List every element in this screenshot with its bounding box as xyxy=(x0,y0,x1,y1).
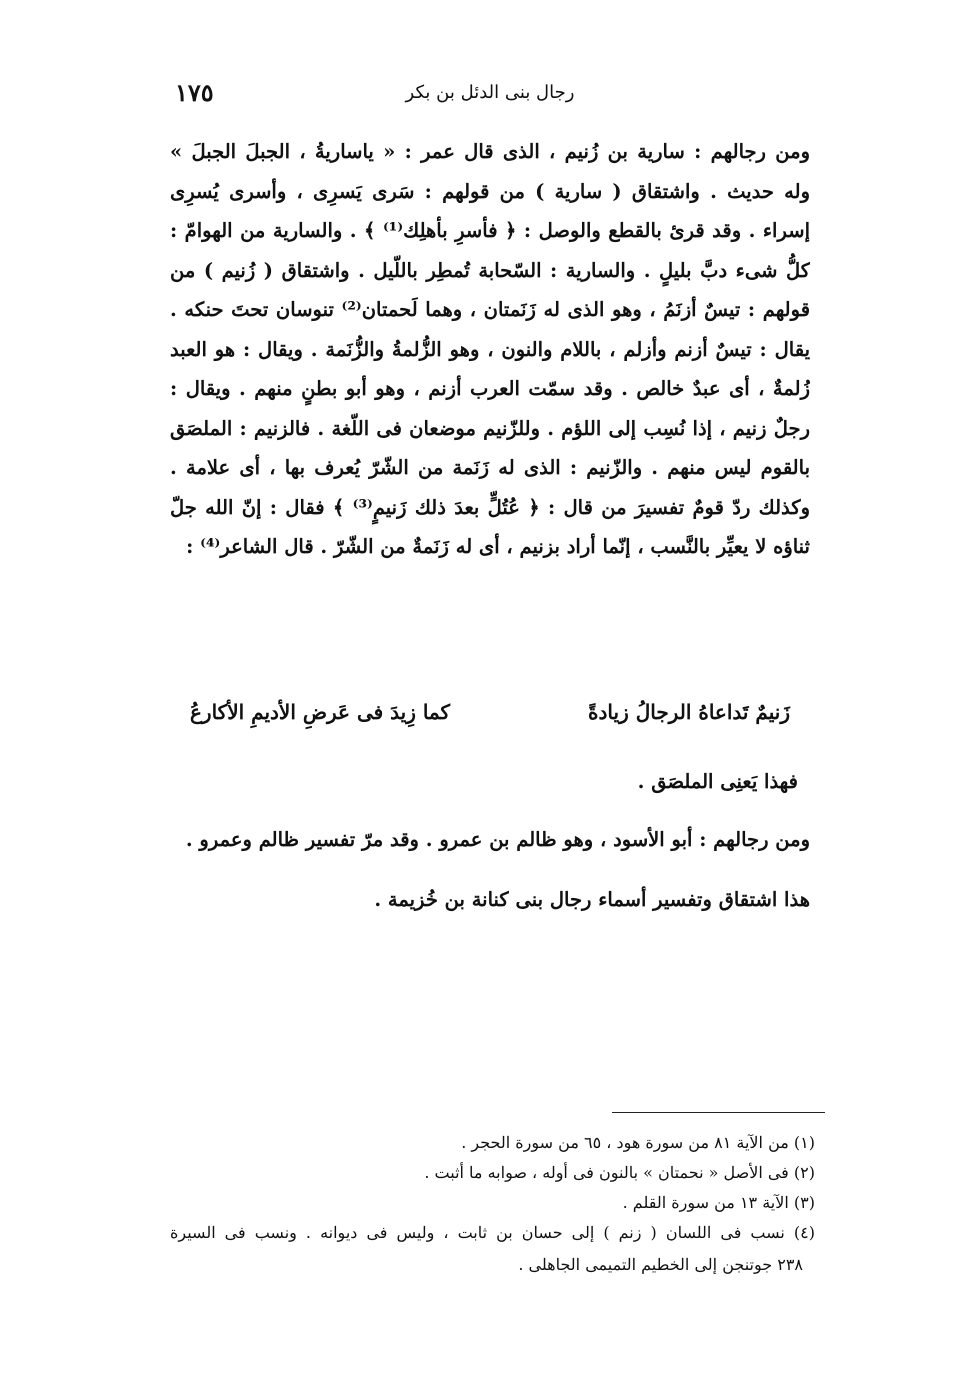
footnote-continuation: ٢٣٨ جوتنجن إلى الخطيم التميمى الجاهلى . xyxy=(518,1255,803,1274)
closing-line: هذا اشتقاق وتفسير أسماء رجال بنى كنانة بن خُزيمة . xyxy=(374,888,810,911)
paragraph-line: وكذلك ردّ قومٌ تفسيرَ من قال : ﴿ عُتُلٍّ بعدَ ذلك زَنيمٍ⁽³⁾ ﴾ فقال : إنّ الله جلّ xyxy=(170,495,810,519)
main-paragraph xyxy=(170,132,810,567)
verse-second-hemistich: كما زِيدَ فى عَرضِ الأديمِ الأكارعُ xyxy=(190,700,451,724)
closing-line: ومن رجالهم : أبو الأسود ، وهو ظالم بن عمرو . وقد مرّ تفسير ظالم وعمرو . xyxy=(185,828,810,851)
footnote: (١) من الآية ٨١ من سورة هود ، ٦٥ من سورة الحجر . xyxy=(461,1133,815,1152)
running-title: رجال بنى الدئل بن بكر xyxy=(405,82,575,103)
verse-first-hemistich: زَنيمٌ تَداعاهُ الرجالُ زيادةً xyxy=(588,700,790,724)
paragraph-line: وله حديث . واشتقاق ( سارية ) من قولهم : سَرى يَسرِى ، وأسرى يُسرِى xyxy=(170,179,810,203)
page-number: ١٧٥ xyxy=(175,78,214,107)
paragraph-line: ثناؤه لا يعيِّر بالنَّسب ، إنّما أراد بزنيم ، أى له زَنَمةٌ من الشّرّ . قال الشاعر⁽⁴⁾ : xyxy=(186,535,810,558)
paragraph-line: إسراء . وقد قرئ بالقطع والوصل : ﴿ فأسرِ بأهلِك⁽¹⁾ ﴾ . والسارية من الهوامّ : xyxy=(170,219,810,242)
paragraph-line: كلُّ شىء دبَّ بليلٍ . والسارية : السّحابة تُمطِر باللّيل . واشتقاق ( زُنيم ) من xyxy=(170,258,810,282)
verse-explanation: فهذا يَعنِى الملصَق . xyxy=(637,770,798,793)
paragraph-line: يقال : تيسٌ أزنم وأزلم ، باللام والنون ، وهو الزُّلمةُ والزُّنَمة . ويقال : هو العبد xyxy=(170,337,810,361)
footnote: (٢) فى الأصل « نحمتان » بالنون فى أوله ، صوابه ما أثبت . xyxy=(424,1163,815,1182)
footnote: (٤) نسب فى اللسان ( زنم ) إلى حسان بن ثابت ، وليس فى ديوانه . ونسب فى السيرة xyxy=(170,1223,815,1242)
poetry-verse xyxy=(190,692,790,732)
footnote: (٣) الآية ١٣ من سورة القلم . xyxy=(622,1193,815,1212)
paragraph-line: بالقوم ليس منهم . والزّنيم : الذى له زَنَمة من الشّرّ يُعرف بها ، أى علامة . xyxy=(170,456,810,479)
paragraph-line: ومن رجالهم : سارية بن زُنيم ، الذى قال عمر : « ياساريةُ ، الجبلَ الجبلَ » xyxy=(170,140,810,163)
paragraph-line: رجلٌ زنيم ، إذا نُسِب إلى اللؤم . وللزّنيم موضعان فى اللّغة . فالزنيم : الملصَق xyxy=(170,416,810,440)
paragraph-line: قولهم : تيسٌ أزنَمُ ، وهو الذى له زَنَمتان ، وهما لَحمتان⁽²⁾ تنوسان تحتَ حنكه . xyxy=(170,298,810,321)
footnote-separator xyxy=(612,1112,825,1113)
paragraph-line: زُلمةٌ ، أى عبدٌ خالص . وقد سمّت العرب أزنم ، وهو أبو بطنٍ منهم . ويقال : xyxy=(170,377,810,400)
